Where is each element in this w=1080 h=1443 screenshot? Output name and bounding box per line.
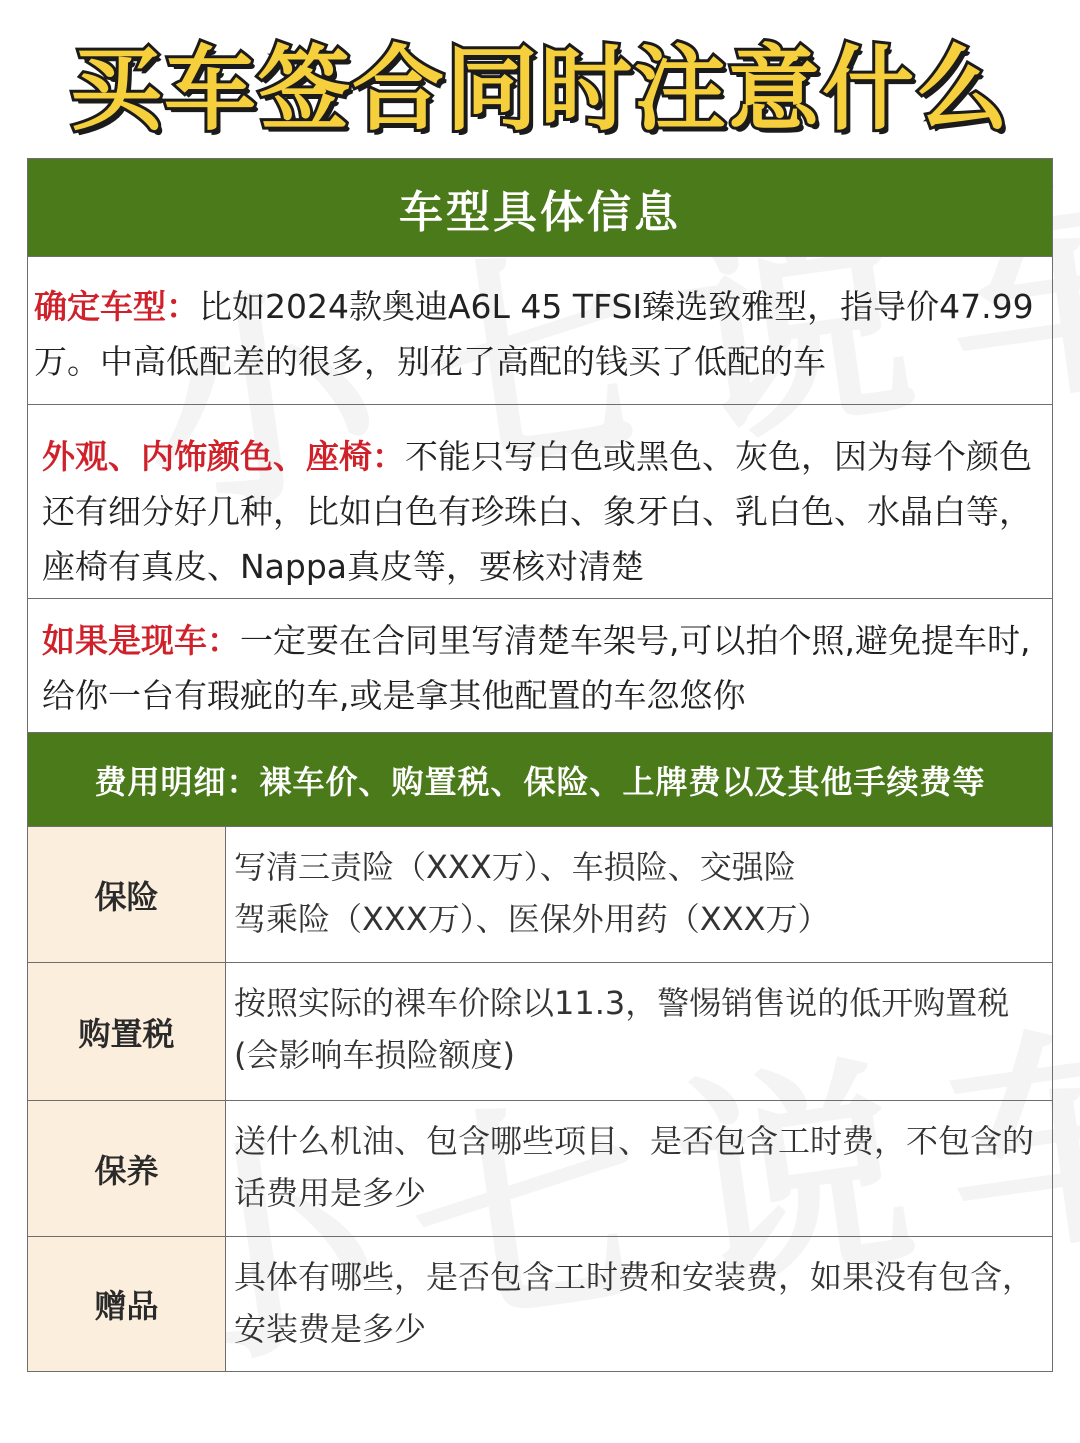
fee-row-gifts — [28, 1237, 1052, 1371]
page-title: 买车签合同时注意什么 — [69, 36, 1010, 143]
fee-label: 赠品 — [28, 1237, 226, 1371]
fee-text: 具体有哪些，是否包含工时费和安装费，如果没有包含，安装费是多少 — [234, 1258, 1035, 1348]
fee-text — [226, 827, 1052, 962]
info-row-text: 不能只写白色或黑色、灰色，因为每个颜色还有细分好几种，比如白色有珍珠白、象牙白、乳白色、水晶白等，座椅有真皮、Nappa真皮等，要核对清楚 — [42, 437, 1032, 586]
fee-text: 按照实际的裸车价除以11.3，警惕销售说的低开购置税(会影响车损险额度) — [234, 984, 1010, 1074]
fee-text-line: 驾乘险（XXX万）、医保外用药（XXX万） — [234, 900, 830, 938]
info-row-stock-car — [28, 599, 1052, 733]
fee-text-line: 写清三责险（XXX万）、车损险、交强险 — [234, 848, 796, 886]
info-row-color — [28, 405, 1052, 599]
fee-label: 保险 — [28, 827, 226, 962]
contract-table — [27, 158, 1053, 1372]
section-header-fees: 费用明细：裸车价、购置税、保险、上牌费以及其他手续费等 — [28, 733, 1052, 827]
info-row-lead: 确定车型： — [34, 287, 199, 326]
info-row-text: 比如2024款奥迪A6L 45 TFSI臻选致雅型，指导价47.99万。中高低配差的很多，别花了高配的钱买了低配的车 — [34, 287, 1034, 381]
fee-text: 送什么机油、包含哪些项目、是否包含工时费，不包含的话费用是多少 — [234, 1122, 1035, 1212]
info-row-lead: 外观、内饰颜色、座椅： — [42, 437, 405, 476]
section-header-vehicle-info: 车型具体信息 — [28, 159, 1052, 257]
fee-row-maintenance — [28, 1101, 1052, 1237]
info-row-lead: 如果是现车： — [42, 621, 240, 660]
fee-row-insurance — [28, 827, 1052, 963]
fee-label: 购置税 — [28, 963, 226, 1100]
fee-label: 保养 — [28, 1101, 226, 1236]
info-row-model — [28, 257, 1052, 405]
info-row-text: 一定要在合同里写清楚车架号,可以拍个照,避免提车时,给你一台有瑕疵的车,或是拿其他配置的车忽悠你 — [42, 621, 1031, 715]
fee-row-purchase-tax — [28, 963, 1052, 1101]
